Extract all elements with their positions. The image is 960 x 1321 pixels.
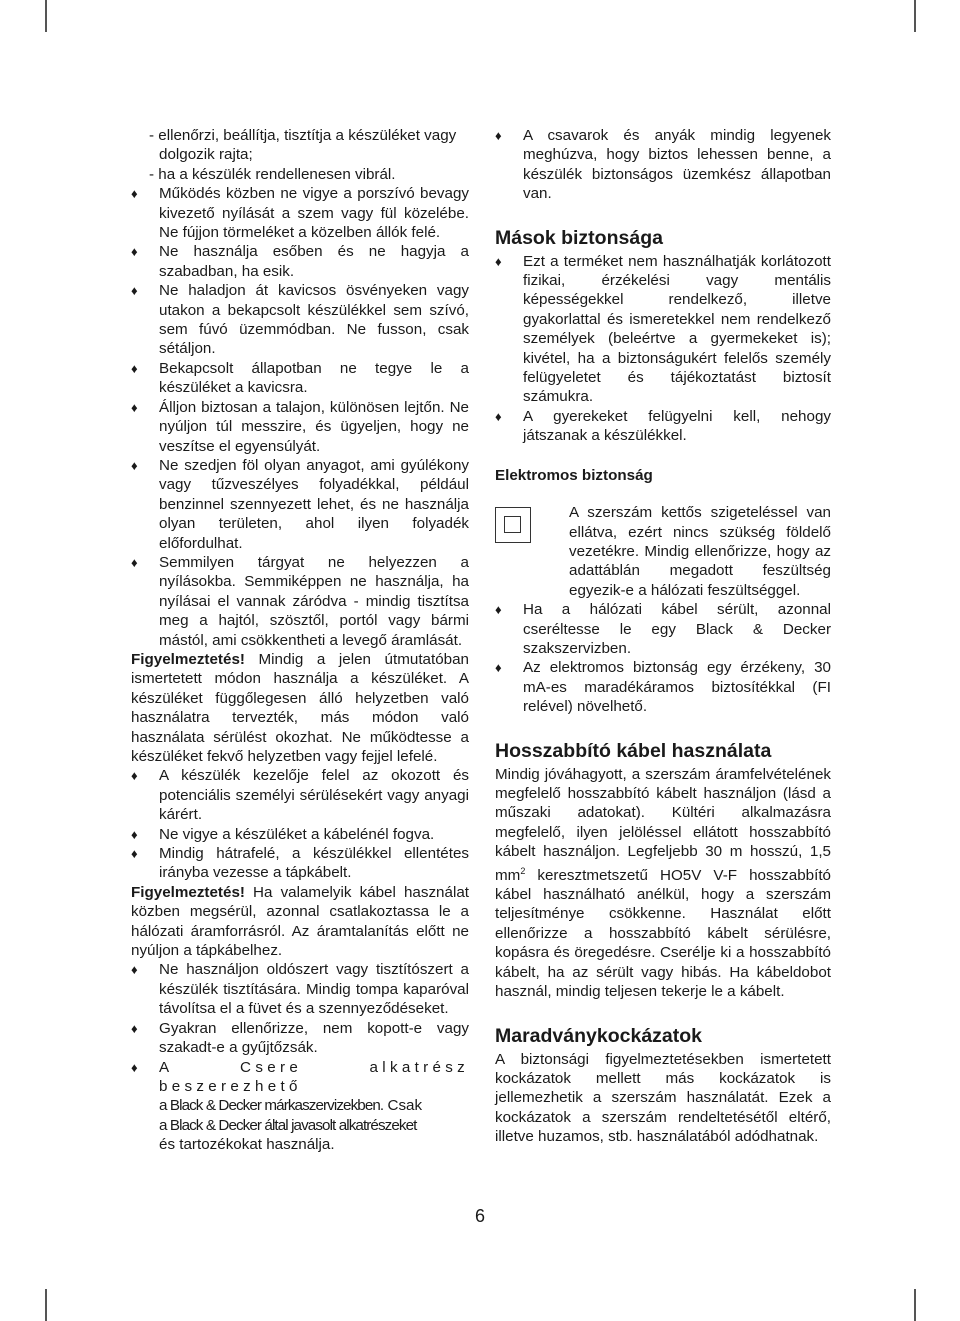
bullet-item: ♦ Az elektromos biztonság egy érzékeny, 30 mA-es maradékáramos biztosítékkal (FI relével) növelhető. xyxy=(495,659,831,716)
warning-paragraph: Figyelmeztetés! Ha valamelyik kábel használat közben megsérül, azonnal csatlakoztassa le a hálózati áramforrásról. Az áramtalanítás előtt ne nyúljon a tápkábelhez. xyxy=(131,883,469,960)
bullet-item: ♦ Bekapcsolt állapotban ne tegye le a készüléket a kavicsra. xyxy=(131,359,469,397)
diamond-bullet-icon: ♦ xyxy=(131,554,138,570)
diamond-bullet-icon: ♦ xyxy=(131,457,138,473)
bullet-item: ♦ Álljon biztosan a talajon, különösen lejtőn. Ne nyúljon túl messzire, és ügyeljen, hogy ne veszítse el egyensúlyát. xyxy=(131,398,469,455)
diamond-bullet-icon: ♦ xyxy=(131,768,138,784)
right-column xyxy=(495,126,831,1147)
left-column xyxy=(131,126,469,1155)
diamond-bullet-icon: ♦ xyxy=(495,602,502,618)
bullet-item: ♦ A készülék kezelője felel az okozott és potenciális személyi sérülésekért vagy anyagi kárért. xyxy=(131,767,469,824)
diamond-bullet-icon: ♦ xyxy=(495,408,502,424)
section-heading: Mások biztonsága xyxy=(495,226,663,249)
page-number: 6 xyxy=(474,1206,485,1226)
double-insulation-paragraph: A szerszám kettős szigeteléssel van ellátva, ezért nincs szükség földelő vezetékre. Mindig ellenőrizze, hogy az adattáblán megadott feszültség egyezik-e a hálózati feszültséggel. xyxy=(495,503,831,600)
crop-mark xyxy=(914,1289,916,1321)
diamond-bullet-icon: ♦ xyxy=(131,360,138,376)
bullet-item: ♦ Ne haladjon át kavicsos ösvényeken vagy utakon a bekapcsolt készülékkel sem szívó, sem fúvó üzemmódban. Ne fusson, csak sétáljon. xyxy=(131,282,469,358)
diamond-bullet-icon: ♦ xyxy=(131,826,138,842)
diamond-bullet-icon: ♦ xyxy=(131,846,138,862)
dash-item: - ha a készülék rendellenesen vibrál. xyxy=(149,165,396,183)
warning-paragraph: Figyelmeztetés! Mindig a jelen útmutatóban ismertetett módon használja a készüléket. A készüléket függőlegesen álló helyzetben való használatra tervezték, más módon való használata sérülést okozhat. Ne működtesse a készüléket fekvő helyzetben vagy fejjel lefelé. xyxy=(131,650,469,765)
diamond-bullet-icon: ♦ xyxy=(131,962,138,978)
crop-mark xyxy=(45,0,47,32)
warning-label: Figyelmeztetés! xyxy=(131,650,245,668)
bullet-item: ♦ Semmilyen tárgyat ne helyezzen a nyílásokba. Semmiképpen ne használja, ha nyílásai el vannak záródva - mindig tisztítsa meg a hajtól, szösztől, portól vagy bármi mástól, ami csökkentheti a levegő áramlását. xyxy=(131,553,469,649)
section-heading: Elektromos biztonság xyxy=(495,466,653,484)
bullet-item: ♦ A Csere alkatrész beszerezhető a Black & Decker márkaszervizekben. Csak a Black & Decker által javasolt alkatrészeket és tartozékokat használja. xyxy=(131,1058,469,1154)
diamond-bullet-icon: ♦ xyxy=(131,1020,138,1036)
bullet-item: ♦ A csavarok és anyák mindig legyenek meghúzva, hogy biztos lehessen benne, a készülék biztonságos üzemkész állapotban van. xyxy=(495,127,831,203)
section-heading: Maradványkockázatok xyxy=(495,1024,703,1047)
bullet-item: ♦ Működés közben ne vigye a porszívó bevagy kivezető nyílását a szem vagy fül közelébe. Ne fújjon törmeléket a közelben állók felé. xyxy=(131,185,469,242)
bullet-item: ♦ Ha a hálózati kábel sérült, azonnal cseréltesse le egy Black & Decker szakszervizben. xyxy=(495,601,831,657)
bullet-item: ♦ A gyerekeket felügyelni kell, nehogy játszanak a készülékkel. xyxy=(495,407,831,445)
diamond-bullet-icon: ♦ xyxy=(131,186,138,202)
bullet-item: ♦ Ezt a terméket nem használhatják korlátozott fizikai, érzékelési vagy mentális képességekkel rendelkező, illetve gyakorlattal és ismeretekkel nem rendelkező személyek (beleértve a gyermekeket is); kivétel, ha a biztonságukért felelős személy felügyeletet és tájékoztatást biztosít számukra. xyxy=(495,252,831,406)
crop-mark xyxy=(45,1289,47,1321)
bullet-item: ♦ Ne vigye a készüléket a kábelénél fogva. xyxy=(131,825,435,843)
diamond-bullet-icon: ♦ xyxy=(495,128,502,143)
double-insulation-icon xyxy=(495,507,531,543)
crop-mark xyxy=(914,0,916,32)
diamond-bullet-icon: ♦ xyxy=(495,253,502,269)
diamond-bullet-icon: ♦ xyxy=(131,399,138,415)
warning-label: Figyelmeztetés! xyxy=(131,883,245,901)
extension-cable-paragraph: Mindig jóváhagyott, a szerszám áramfelvételének megfelelő hosszabbító kábelt használjon (lásd a műszaki adatokat). Kültéri alkalmazásra megfelelő, ilyen jelöléssel ellátott hosszabbító kábelt használjon. Legfeljebb 30 m hosszú, 1,5 $mm^2$ keresztmetszetű HO5V V-F hosszabbító kábel használható anélkül, hogy a szerszám teljesítménye csökkenne. Használat előtt ellenőrizze a hosszabbító kábelt sérülésre, kopásra és öregedésre. Cserélje ki a hosszabbító kábelt, ha az sérült vagy hibás. Ha kábeldobot használ, mindig teljesen tekerje le a kábelt. xyxy=(495,765,831,1001)
diamond-bullet-icon: ♦ xyxy=(495,660,502,676)
bullet-item: ♦ Ne használjon oldószert vagy tisztítószert a készülék tisztítására. Mindig tompa kaparóval távolítsa el a füvet és a szennyeződéseket. xyxy=(131,961,469,1018)
bullet-item: ♦ Ne használja esőben és ne hagyja a szabadban, ha esik. xyxy=(131,243,469,280)
diamond-bullet-icon: ♦ xyxy=(131,283,138,299)
residual-risks-paragraph: A biztonsági figyelmeztetésekben ismertetett kockázatok mellett más kockázatok is jellemezhetik a szerszám használatát. Ezek a kockázatok a szerszám rendeltetésétől eltérő, illetve huzamos, stb. használatából adódhatnak. xyxy=(495,1050,831,1146)
bullet-item: ♦ Ne szedjen föl olyan anyagot, ami gyúlékony vagy tűzveszélyes folyadékkal, például benzinnel szennyezett lehet, és ne használja olyan területen, ahol ilyen folyadék előfordulhat. xyxy=(131,456,469,552)
bullet-item: ♦ Gyakran ellenőrizze, nem kopott-e vagy szakadt-e a gyűjtőzsák. xyxy=(131,1019,469,1057)
section-heading: Hosszabbító kábel használata xyxy=(495,739,772,762)
diamond-bullet-icon: ♦ xyxy=(131,1059,138,1075)
dash-item: - ellenőrzi, beállítja, tisztítja a készüléket vagy dolgozik rajta; xyxy=(149,127,457,164)
bullet-item: ♦ Mindig hátrafelé, a készülékkel ellentétes irányba vezesse a tápkábelt. xyxy=(131,845,469,882)
diamond-bullet-icon: ♦ xyxy=(131,244,138,260)
